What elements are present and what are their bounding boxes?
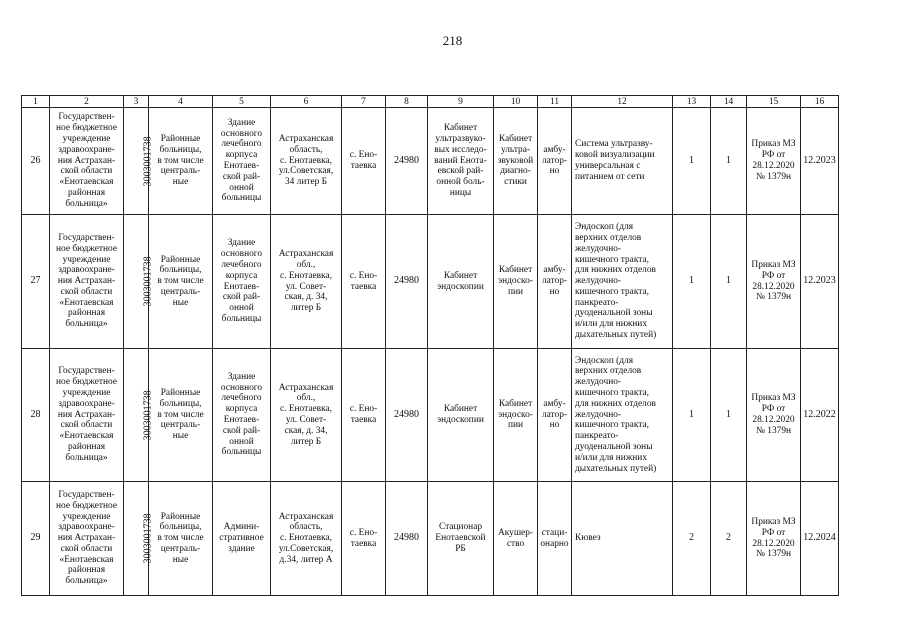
settlement-cell: с. Ено- таевка: [342, 482, 386, 596]
deadline-cell: 12.2022: [801, 349, 839, 482]
column-header: 8: [386, 96, 428, 108]
care-mode-cell: стаци- онарно: [538, 482, 572, 596]
inn-cell: [124, 108, 154, 215]
quantity-required-cell: 1: [673, 349, 711, 482]
regulation-cell: Приказ МЗ РФ от 28.12.2020 № 1379н: [747, 349, 801, 482]
table-row: [22, 108, 839, 215]
column-header: 14: [711, 96, 747, 108]
row-number-cell: 29: [22, 482, 50, 596]
building-cell: Здание основного лечебного корпуса Енотаев- ской рай- онной больницы: [213, 108, 271, 215]
regulation-cell: Приказ МЗ РФ от 28.12.2020 № 1379н: [747, 215, 801, 349]
deadline-cell: 12.2024: [801, 482, 839, 596]
quantity-planned-cell: 1: [711, 215, 747, 349]
column-header: 6: [271, 96, 342, 108]
settlement-cell: с. Ено- таевка: [342, 215, 386, 349]
row-number-cell: 27: [22, 215, 50, 349]
quantity-planned-cell: 2: [711, 482, 747, 596]
address-cell: Астраханская область, с. Енотаевка, ул.Советская, д.34, литер А: [271, 482, 342, 596]
facility-type-cell: Районные больницы, в том числе централь- ные: [149, 349, 213, 482]
oktmo-cell: 24980: [386, 349, 428, 482]
inn-cell: [124, 349, 154, 482]
header-row: [22, 96, 839, 108]
care-mode-cell: амбу- латор- но: [538, 108, 572, 215]
row-number-cell: 28: [22, 349, 50, 482]
inn-text: 3003001738: [142, 256, 154, 307]
building-cell: Здание основного лечебного корпуса Енотаев- ской рай- онной больницы: [213, 215, 271, 349]
data-table: [21, 95, 839, 596]
table-row: [22, 349, 839, 482]
building-cell: Админи- стративное здание: [213, 482, 271, 596]
row-number-cell: 26: [22, 108, 50, 215]
care-mode-cell: амбу- латор- но: [538, 215, 572, 349]
column-header: 5: [213, 96, 271, 108]
address-cell: Астраханская обл., с. Енотаевка, ул. Совет- ская, д. 34, литер Б: [271, 349, 342, 482]
column-header: 12: [572, 96, 673, 108]
equipment-cell: Система ультразву- ковой визуализации универсальная с питанием от сети: [572, 108, 673, 215]
table-row: [22, 482, 839, 596]
quantity-planned-cell: 1: [711, 108, 747, 215]
department-cell: Кабинет эндоско- пии: [494, 215, 538, 349]
care-mode-cell: амбу- латор- но: [538, 349, 572, 482]
department-cell: Акушер- ство: [494, 482, 538, 596]
oktmo-cell: 24980: [386, 215, 428, 349]
equipment-cell: Эндоскоп (для верхних отделов желудочно- кишечного тракта, для нижних отделов желудочно- кишечного тракта, панкреато- дуоденальной зоны и/или для нижних дыхательных путей): [572, 349, 673, 482]
address-cell: Астраханская обл., с. Енотаевка, ул. Совет- ская, д. 34, литер Б: [271, 215, 342, 349]
column-header: 11: [538, 96, 572, 108]
deadline-cell: 12.2023: [801, 215, 839, 349]
department-cell: Кабинет эндоско- пии: [494, 349, 538, 482]
facility-type-cell: Районные больницы, в том числе централь- ные: [149, 215, 213, 349]
regulation-cell: Приказ МЗ РФ от 28.12.2020 № 1379н: [747, 482, 801, 596]
settlement-cell: с. Ено- таевка: [342, 349, 386, 482]
column-header: 7: [342, 96, 386, 108]
column-header: 10: [494, 96, 538, 108]
column-header: 9: [428, 96, 494, 108]
regulation-cell: Приказ МЗ РФ от 28.12.2020 № 1379н: [747, 108, 801, 215]
unit-name-cell: Кабинет ультразвуко- вых исследо- ваний Енота- евской рай- онной боль- ницы: [428, 108, 494, 215]
column-header: 1: [22, 96, 50, 108]
unit-name-cell: Кабинет эндоскопии: [428, 349, 494, 482]
column-header: 2: [50, 96, 124, 108]
address-cell: Астраханская область, с. Енотаевка, ул.Советская, 34 литер Б: [271, 108, 342, 215]
oktmo-cell: 24980: [386, 482, 428, 596]
column-header: 13: [673, 96, 711, 108]
inn-text: 3003001738: [142, 389, 154, 440]
facility-type-cell: Районные больницы, в том числе централь- ные: [149, 108, 213, 215]
inn-text: 3003001738: [142, 135, 154, 186]
column-header: 4: [149, 96, 213, 108]
equipment-cell: Кювез: [572, 482, 673, 596]
unit-name-cell: Кабинет эндоскопии: [428, 215, 494, 349]
organization-cell: Государствен- ное бюджетное учреждение здравоохране- ния Астрахан- ской области «Енотаевская районная больница»: [50, 349, 124, 482]
building-cell: Здание основного лечебного корпуса Енотаев- ской рай- онной больницы: [213, 349, 271, 482]
inn-cell: [124, 215, 154, 349]
inn-cell: [124, 482, 154, 596]
quantity-required-cell: 1: [673, 108, 711, 215]
column-header: 15: [747, 96, 801, 108]
unit-name-cell: Стационар Енотаевской РБ: [428, 482, 494, 596]
organization-cell: Государствен- ное бюджетное учреждение здравоохране- ния Астрахан- ской области «Енотаевская районная больница»: [50, 215, 124, 349]
page-number: 218: [442, 33, 463, 48]
organization-cell: Государствен- ное бюджетное учреждение здравоохране- ния Астрахан- ской области «Енотаевская районная больница»: [50, 482, 124, 596]
oktmo-cell: 24980: [386, 108, 428, 215]
inn-text: 3003001738: [142, 513, 154, 564]
settlement-cell: с. Ено- таевка: [342, 108, 386, 215]
organization-cell: Государствен- ное бюджетное учреждение здравоохране- ния Астрахан- ской области «Енотаевская районная больница»: [50, 108, 124, 215]
equipment-cell: Эндоскоп (для верхних отделов желудочно- кишечного тракта, для нижних отделов желудочно- кишечного тракта, панкреато- дуоденальной зоны и/или для нижних дыхательных путей): [572, 215, 673, 349]
quantity-planned-cell: 1: [711, 349, 747, 482]
deadline-cell: 12.2023: [801, 108, 839, 215]
department-cell: Кабинет ультра- звуковой диагно- стики: [494, 108, 538, 215]
column-header: 3: [124, 96, 149, 108]
table-row: [22, 215, 839, 349]
column-header: 16: [801, 96, 839, 108]
facility-type-cell: Районные больницы, в том числе централь- ные: [149, 482, 213, 596]
quantity-required-cell: 2: [673, 482, 711, 596]
quantity-required-cell: 1: [673, 215, 711, 349]
